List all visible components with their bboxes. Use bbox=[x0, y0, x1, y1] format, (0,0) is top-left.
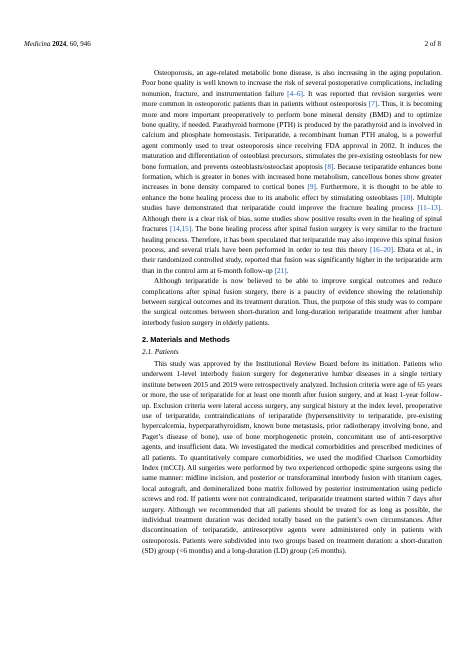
text-run: Osteoporosis, an age-related metabolic bone disease, is also increasing in the aging population. Poor bone quality is well known to increase the risk of several postoperative complications, including nonunion, fracture, and instrumentation failure bbox=[142, 68, 442, 98]
text-run: . Although there is a clear risk of bias, some studies show positive results even in the healing of spinal fractures bbox=[142, 203, 442, 234]
citation-link[interactable]: [11–13] bbox=[417, 203, 441, 213]
methods-paragraph-1: This study was approved by the Institutional Review Board before its initiation. Patients who underwent 1-level interbody fusion surgery for degenerative lumbar diseases in a single tertiary institute between 2015 and 2019 were retrospectively analyzed. Inclusion criteria were age of 65 years or more, the use of teriparatide for at least one month after fusion surgery, and at least 1-year follow-up. Exclusion criteria were lateral access surgery, any surgical history at the index level, preoperative use of teriparatide, contraindications of teriparatide (hypersensitivity to teriparatide, pre-existing hypercalcemia, hyperparathyroidism, known bone metastasis, prior radiotherapy involving bone, and Paget’s disease of bone), use of bone morphogenetic protein, concomitant use of anti-resorptive agents, and insufficient data. We investigated the medical comorbidities and prescribed medicines of all patients. To quantitatively compare comorbidities, we used the modified Charlson Comorbidity Index (mCCI). All surgeries were performed by two experienced orthopedic spine surgeons using the same manner: midline incision, and posterior or transforaminal interbody fusion with titanium cages, local autograft, and demineralized bone matrix followed by posterior instrumentation using pedicle screws and rod. If patients were not contraindicated, teriparatide treatment started within 7 days after surgery. Although we recommended that all patients should be treated for as long as possible, the individual treatment duration was decided totally based on the patient’s own circumstances. After discontinuation of teriparatide, antiresorptive agents were administered only in patients with osteoporosis. Patients were subdivided into two groups based on treatment duration: a short-duration (SD) group (<6 months) and a long-duration (LD) group (≥6 months). bbox=[142, 358, 442, 556]
text-run: . Thus, it is becoming more and more important preoperatively to perform bone mineral density (BMD) and to optimize bone quality, if needed. Parathyroid hormone (PTH) is produced by the parathyroid and is involved in calcium and phosphate homeostasis. Teriparatide, a recombinant human PTH analog, is a powerful agent commonly used to treat osteoporosis since receiving FDA approval in 2002. It induces the maturation and differentiation of osteoblast precursors, stimulates the pre-existing osteoblasts for new bone formation, and prevents osteoblasts/osteoclast apoptosis bbox=[142, 99, 443, 171]
citation-link[interactable]: [16–20] bbox=[369, 244, 394, 254]
body-text bbox=[142, 68, 442, 557]
citation-link[interactable]: [21] bbox=[274, 265, 287, 275]
text-run: . bbox=[286, 265, 289, 275]
intro-paragraph-2: Although teriparatide is now believed to be able to improve surgical outcomes and reduce complications after spinal fusion surgery, there is a paucity of evidence showing the relationship between surgical outcomes and its treatment duration. Thus, the purpose of this study was to compare the surgical outcomes between short-duration and long-duration teriparatide treatment after lumbar interbody fusion surgery in elderly patients. bbox=[142, 276, 442, 327]
text-run: . Multiple studies have demonstrated that teriparatide could improve the fracture healing process bbox=[142, 192, 442, 213]
citation-link[interactable]: [9] bbox=[307, 182, 316, 192]
journal-volume: , 60, 946 bbox=[66, 40, 91, 48]
running-header-citation bbox=[24, 40, 91, 48]
citation-link[interactable]: [8] bbox=[324, 161, 334, 171]
text-run: . Because teriparatide enhances bone formation, which is greater in bones with increased bone metabolism, cancellous bones show greater increases in bone density compared to cortical bones bbox=[142, 161, 443, 192]
text-run: . It was reported that revision surgeries were more common in osteoporotic patients than in patients without osteoporosis bbox=[142, 88, 442, 109]
citation-link[interactable]: [10] bbox=[400, 192, 413, 202]
text-run: . Ebata et al., in their randomized controlled study, reported that fusion was significantly higher in the teriparatide arm than in the control arm at 6-month follow-up bbox=[142, 244, 442, 275]
journal-year: 2024 bbox=[52, 40, 67, 48]
page-number: 2 of 8 bbox=[424, 40, 441, 48]
text-run: . Furthermore, it is thought to be able to enhance the bone healing process due to its anabolic effect by stimulating osteoblasts bbox=[142, 182, 442, 202]
journal-name: Medicina bbox=[24, 40, 51, 48]
citation-link[interactable]: [7] bbox=[368, 99, 378, 109]
citation-link[interactable]: [14,15] bbox=[169, 224, 192, 234]
text-run: . The bone healing process after spinal fusion surgery is very similar to the fracture healing process. Therefore, it has been speculated that teriparatide may also improve this spinal fusion process, and several trials have been performed in order to test this theory bbox=[142, 224, 442, 254]
intro-paragraph-1 bbox=[142, 68, 442, 276]
citation-link[interactable]: [4–6] bbox=[287, 88, 303, 98]
subsection-heading: 2.1. Patients bbox=[142, 346, 179, 356]
section-heading: 2. Materials and Methods bbox=[142, 335, 230, 345]
